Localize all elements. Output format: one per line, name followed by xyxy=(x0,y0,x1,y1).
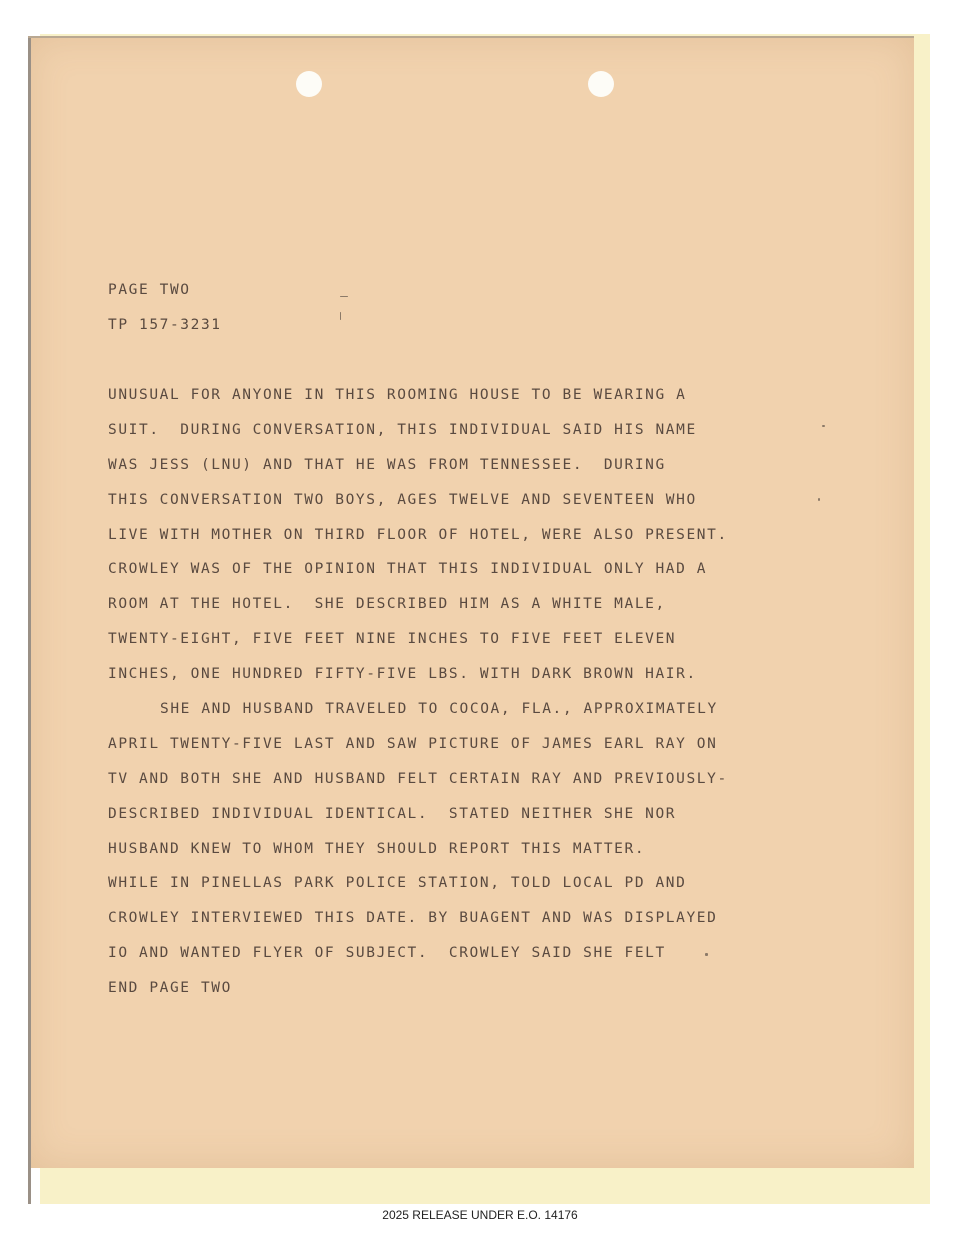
text-line: TWENTY-EIGHT, FIVE FEET NINE INCHES TO FIVE FEET ELEVEN xyxy=(108,631,677,648)
text-line: APRIL TWENTY-FIVE LAST AND SAW PICTURE OF JAMES EARL RAY ON xyxy=(108,735,718,752)
release-footer: 2025 RELEASE UNDER E.O. 14176 xyxy=(382,1208,578,1222)
punch-hole-right xyxy=(588,71,614,97)
paper-mark xyxy=(340,296,348,297)
punch-hole-left xyxy=(296,71,322,97)
file-number: TP 157-3231 xyxy=(108,317,222,333)
text-line: DESCRIBED INDIVIDUAL IDENTICAL. STATED NEITHER SHE NOR xyxy=(108,805,677,822)
paragraph-start-line: SHE AND HUSBAND TRAVELED TO COCOA, FLA., APPROXIMATELY xyxy=(160,701,718,718)
page-top-edge xyxy=(28,36,914,38)
text-line: UNUSUAL FOR ANYONE IN THIS ROOMING HOUSE TO BE WEARING A xyxy=(108,387,687,403)
paper-mark xyxy=(340,312,341,320)
end-page-marker: END PAGE TWO xyxy=(108,980,232,997)
text-line: TV AND BOTH SHE AND HUSBAND FELT CERTAIN RAY AND PREVIOUSLY- xyxy=(108,770,728,787)
text-line: ROOM AT THE HOTEL. SHE DESCRIBED HIM AS A WHITE MALE, xyxy=(108,596,666,613)
text-line: INCHES, ONE HUNDRED FIFTY-FIVE LBS. WITH DARK BROWN HAIR. xyxy=(108,666,697,683)
body-text xyxy=(108,385,728,1013)
text-line: LIVE WITH MOTHER ON THIRD FLOOR OF HOTEL, WERE ALSO PRESENT. xyxy=(108,526,728,543)
text-line: THIS CONVERSATION TWO BOYS, AGES TWELVE AND SEVENTEEN WHO xyxy=(108,491,697,508)
text-line: IO AND WANTED FLYER OF SUBJECT. CROWLEY SAID SHE FELT xyxy=(108,945,666,962)
text-line: SUIT. DURING CONVERSATION, THIS INDIVIDUAL SAID HIS NAME xyxy=(108,421,697,438)
paper-mark xyxy=(822,425,825,427)
text-line: WAS JESS (LNU) AND THAT HE WAS FROM TENNESSEE. DURING xyxy=(108,456,666,473)
paper-mark xyxy=(818,498,820,501)
text-line: CROWLEY WAS OF THE OPINION THAT THIS INDIVIDUAL ONLY HAD A xyxy=(108,561,708,578)
text-line: HUSBAND KNEW TO WHOM THEY SHOULD REPORT THIS MATTER. xyxy=(108,840,646,857)
page-label: PAGE TWO xyxy=(108,282,191,298)
page-left-edge xyxy=(28,36,31,1204)
text-line: WHILE IN PINELLAS PARK POLICE STATION, TOLD LOCAL PD AND xyxy=(108,875,687,892)
text-line: CROWLEY INTERVIEWED THIS DATE. BY BUAGENT AND WAS DISPLAYED xyxy=(108,910,718,927)
